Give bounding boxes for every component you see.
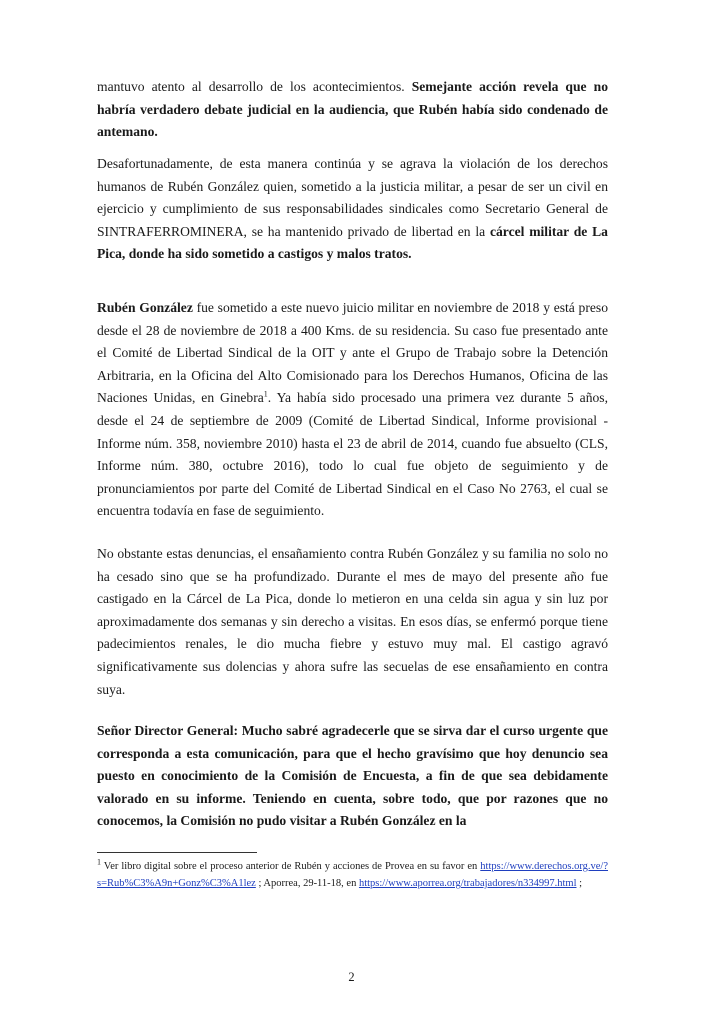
paragraph-2-bold: cárcel militar de La Pica, donde ha sido sometido a castigos y malos tratos.: [97, 223, 608, 262]
footnote: $^1$ Ver libro digital sobre el proceso anterior de Rubén y acciones de Provea en su favor en https://www.derechos.org.ve/?s=Rub%C3%A9n+Gonz%C3%A1lez ; Aporrea, 29-11-18, en https://www.aporrea.org/trabajadores/n334997.html ;: [97, 857, 609, 889]
footnote-ref: 1: [263, 389, 268, 399]
page-number: 2: [348, 970, 355, 984]
footnote-divider: [97, 852, 257, 853]
footnote-link-derechos[interactable]: https://www.derechos.org.ve/?s=Rub%C3%A9n+Gonz%C3%A1lez: [97, 861, 609, 889]
paragraph-3-bold: Rubén González: [97, 300, 193, 315]
paragraph-3: Rubén González fue sometido a este nuevo juicio militar en noviembre de 2018 y está preso desde el 28 de noviembre de 2018 a 400 Kms. de su residencia. Su caso fue presentado ante el Comité de Libertad Sindical de la OIT y ante el Grupo de Trabajo sobre la Detención Arbitraria, en la Oficina del Alto Comisionado para los Derechos Humanos, Oficina de las Naciones Unidas, en Ginebra$^1$. Ya había sido procesado una primera vez durante 5 años, desde el 24 de septiembre de 2009 (Comité de Libertad Sindical, Informe provisional - Informe núm. 358, noviembre 2010) hasta el 23 de abril de 2014, cuando fue absuelto (CLS, Informe núm. 380, octubre 2016), todo lo cual fue objeto de seguimiento y de pronunciamientos por parte del Comité de Libertad Sindical en el Caso No 2763, el cual se encuentra todavía en fase de seguimiento.: [97, 300, 608, 519]
paragraph-2: Desafortunadamente, de esta manera continúa y se agrava la violación de los derechos humanos de Rubén González quien, sometido a la justicia militar, a pesar de ser un civil en ejercicio y cumplimiento de sus responsabilidades sindicales como Secretario General de SINTRAFERROMINERA, se ha mantenido privado de libertad en la cárcel militar de La Pica, donde ha sido sometido a castigos y malos tratos.: [97, 156, 608, 262]
paragraph-5-bold: Señor Director General: Mucho sabré agradecerle que se sirva dar el curso urgente que corresponda a esta comunicación, para que el hecho gravísimo que hoy denuncio sea puesto en conocimiento de la Comisión de Encuesta, a fin de que sea debidamente valorado en su informe. Teniendo en cuenta, sobre todo, que por razones que no conocemos, la Comisión no pudo visitar a Rubén González en la: [97, 723, 608, 829]
paragraph-5: [97, 720, 608, 833]
paragraph-1-bold: Semejante acción revela que no habría verdadero debate judicial en la audiencia, que Rubén había sido condenado de antemano.: [97, 79, 608, 140]
paragraph-1: mantuvo atento al desarrollo de los acontecimientos. Semejante acción revela que no habría verdadero debate judicial en la audiencia, que Rubén había sido condenado de antemano.: [97, 79, 608, 140]
footnote-marker: 1: [97, 857, 101, 867]
paragraph-4: No obstante estas denuncias, el ensañamiento contra Rubén González y su familia no solo no ha cesado sino que se ha profundizado. Durante el mes de mayo del presente año fue castigado en la Cárcel de La Pica, donde lo metieron en una celda sin agua y sin luz por aproximadamente dos semanas y sin derecho a visitas. En esos días, se enfermó porque tiene padecimientos renales, le dio mucha fiebre y estuvo muy mal. El castigo agravó significativamente sus dolencias y ahora sufre las secuelas de ese ensañamiento en contra suya.: [97, 546, 608, 697]
footnote-link-aporrea[interactable]: https://www.aporrea.org/trabajadores/n334997.html: [358, 878, 577, 889]
